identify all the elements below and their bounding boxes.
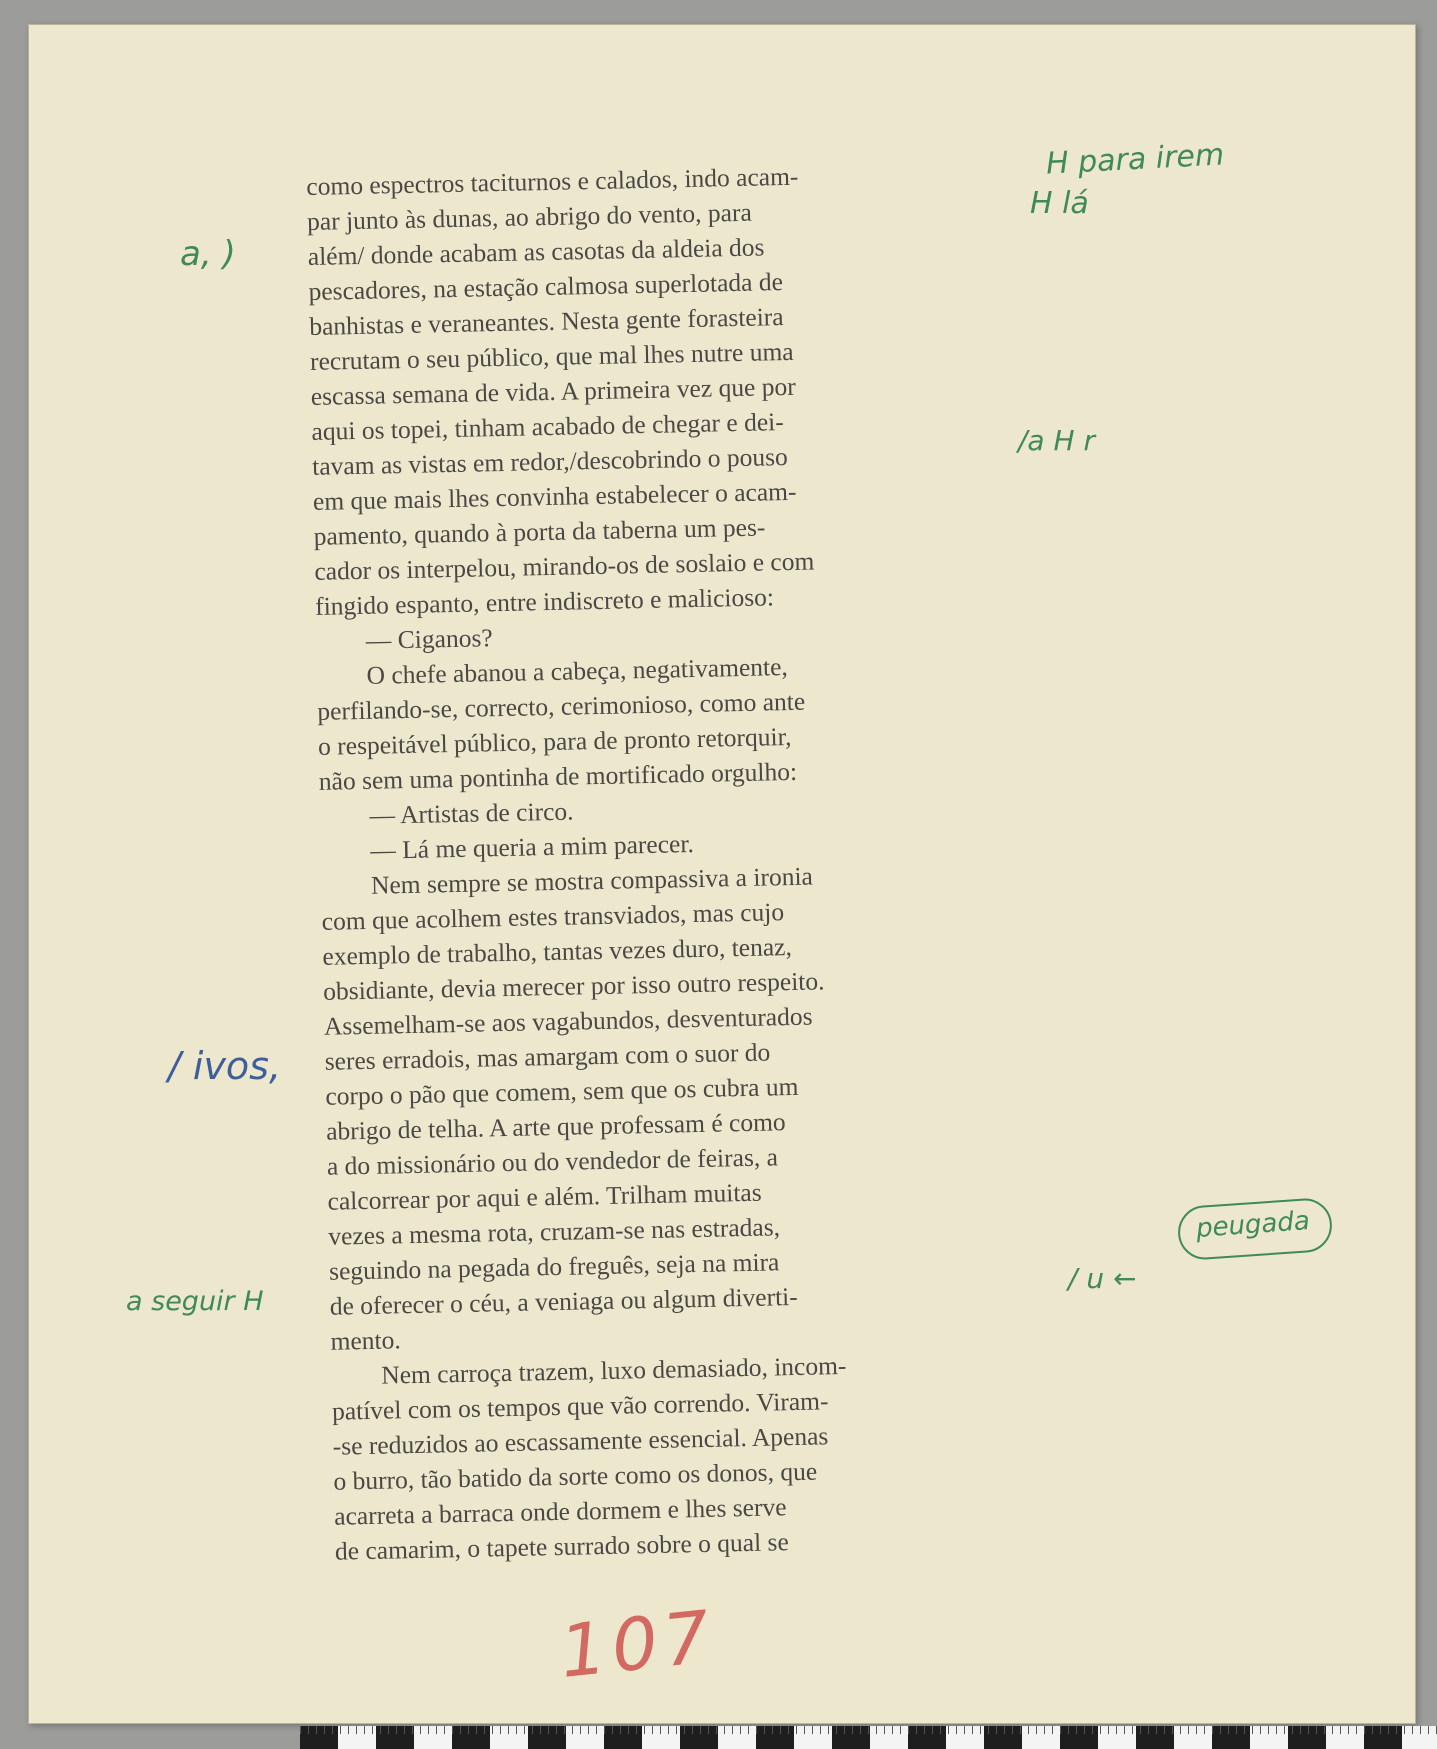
text-line-17: o respeitável público, para de pronto retorquir, [317, 721, 792, 761]
text-line-32: seguindo na pegada do freguês, seja na mira [328, 1247, 780, 1286]
text-line-14: — Ciganos? [365, 623, 493, 655]
text-line-6: recrutam o seu público, que mal lhes nutre uma [309, 336, 794, 376]
margin-note-top-right-1: H para irem [1045, 137, 1225, 182]
text-line-29: a do missionário ou do vendedor de feiras, a [326, 1142, 779, 1181]
text-line-4: pescadores, na estação calmosa superlotada de [308, 267, 784, 306]
text-line-31: vezes a mesma rota, cruzam-se nas estradas, [328, 1212, 781, 1251]
manuscript-page [28, 24, 1416, 1724]
text-line-3: além/ donde acabam as casotas da aldeia dos [307, 232, 765, 271]
text-line-11: pamento, quando à porta da taberna um pes- [313, 512, 766, 551]
text-line-13: fingido espanto, entre indiscreto e malicioso: [314, 582, 775, 621]
margin-note-left-a: a, ) [180, 234, 236, 274]
margin-note-right-mid: /a H r [1018, 424, 1095, 457]
text-line-16: perfilando-se, correcto, cerimonioso, como ante [317, 686, 806, 726]
text-line-8: aqui os topei, tinham acabado de chegar e dei- [311, 407, 784, 446]
text-line-30: calcorrear por aqui e além. Trilham muitas [327, 1177, 762, 1216]
text-line-40: de camarim, o tapete surrado sobre o qual se [334, 1527, 790, 1566]
text-line-28: abrigo de telha. A arte que professam é como [325, 1107, 786, 1146]
text-line-35: Nem carroça trazem, luxo demasiado, incom- [380, 1350, 847, 1390]
text-line-7: escassa semana de vida. A primeira vez que por [310, 371, 796, 411]
text-line-36: patível com os tempos que vão correndo. Viram- [331, 1386, 829, 1426]
margin-note-right-lower: / u ← [1068, 1262, 1137, 1295]
text-line-1: como espectros taciturnos e calados, indo acam- [306, 161, 799, 201]
margin-note-left-blue: / ivos, [168, 1044, 282, 1088]
text-line-18: não sem uma pontinha de mortificado orgulho: [318, 756, 798, 796]
text-line-26: seres erradois, mas amargam com o suor do [324, 1037, 771, 1076]
ruler-ticks [300, 1726, 1437, 1734]
text-line-24: obsidiante, devia merecer por isso outro respeito. [322, 966, 825, 1006]
page-number: 107 [556, 1594, 720, 1694]
text-line-2: par junto às dunas, ao abrigo do vento, para [306, 197, 753, 236]
text-line-12: cador os interpelou, mirando-os de soslaio e com [314, 546, 815, 586]
text-line-25: Assemelham-se aos vagabundos, desventurados [323, 1001, 813, 1041]
scale-ruler [300, 1726, 1437, 1749]
text-line-15: O chefe abanou a cabeça, negativamente, [366, 652, 789, 690]
text-line-39: acarreta a barraca onde dormem e lhes serve [333, 1492, 787, 1531]
text-line-33: de oferecer o céu, a veniaga ou algum diverti- [329, 1281, 799, 1321]
text-line-37: -se reduzidos ao escassamente essencial. Apenas [332, 1421, 829, 1461]
text-line-21: Nem sempre se mostra compassiva a ironia [370, 861, 814, 900]
text-line-22: com que acolhem estes transviados, mas cujo [321, 897, 785, 936]
text-line-23: exemplo de trabalho, tantas vezes duro, tenaz, [322, 931, 793, 971]
typeset-body-text [306, 156, 975, 1569]
text-line-5: banhistas e veraneantes. Nesta gente forasteira [308, 302, 784, 341]
text-line-27: corpo o pão que comem, sem que os cubra um [325, 1071, 799, 1111]
margin-note-top-right-2: H lá [1030, 186, 1089, 221]
text-line-9: tavam as vistas em redor,/descobrindo o pouso [311, 441, 789, 481]
text-line-34: mento. [330, 1325, 401, 1356]
text-line-10: em que mais lhes convinha estabelecer o acam- [312, 476, 797, 516]
margin-note-right-bubble: peugada [1195, 1206, 1311, 1244]
text-line-20: — Lá me queria a mim parecer. [369, 829, 695, 865]
text-line-19: — Artistas de circo. [369, 796, 574, 830]
text-line-38: o burro, tão batido da sorte como os donos, que [333, 1456, 818, 1496]
margin-note-left-lower: a seguir H [126, 1286, 264, 1317]
